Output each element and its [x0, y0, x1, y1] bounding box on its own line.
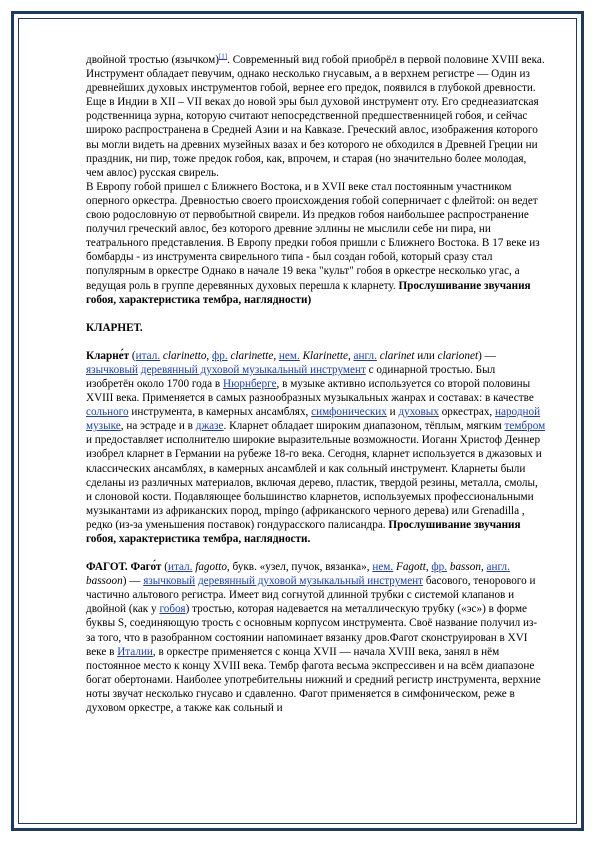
link-french[interactable]: фр. [431, 561, 448, 574]
link-reed[interactable]: язычковый [86, 363, 138, 376]
foreign-word: clarionet [437, 349, 479, 362]
text: , [347, 349, 354, 362]
link-english[interactable]: англ. [486, 561, 510, 574]
foreign-word: clarinetto [160, 349, 207, 362]
link-nuremberg[interactable]: Нюрнберге [223, 377, 277, 390]
section-heading: ФАГОТ. [86, 561, 128, 574]
footnote-link[interactable]: [1] [218, 52, 228, 61]
text: басового, тенорового и частично альтового регистра. Имеет вид согнутой длинной трубки с системой клапанов и двойной (как у [86, 575, 536, 616]
paragraph-bassoon [86, 560, 546, 715]
spacer [86, 307, 546, 321]
text: . Современный вид гобой приобрёл в первой половине XVIII века. Инструмент обладает певучим, однако несколько гнусавым, а в верхнем регистре — Один из древнейших духовых инструментов гобой, вернее его предок, появился в глубокой древности. Еще в Индии в XII – VII веках до новой эры был духовой инструмент оту. Его среднеазиатская родственница зурна, которую считают непосредственной предшественницей гобоя, и сейчас широко распространена в Средней Азии и на Кавказе. Греческий авлос, изображения которого вы могли видеть на древних музейных вазах и без которого не обходился в Древней Греции ни праздник, ни пир, тоже предок гобоя, как, впрочем, и старая (но значительно более молодая, чем авлос) русская свирель. [86, 54, 545, 179]
text: В Европу гобой пришел с Ближнего Востока, и в XVII веке стал постоянным участником оперного оркестра. Древностью своего происхождения гобой соперничает с флейтой: он ведет свою родословную от первобытной свирели. Из предков гобоя наибольшее распространение получил греческий авлос, без которого древние эллины не мыслили себе ни пира, ни театрального представления. В Европу предки гобоя пришли с Ближнего Востока. В 17 веке из бомбарды - из инструмента свирельного типа - был создан гобой, который сразу стал популярным в оркестре Однако в начале 19 века "культ" гобоя в оркестре несколько угас, а ведущая роль в группе деревянных духовых перешла к кларнету. [86, 180, 540, 292]
link-oboe[interactable]: гобоя [159, 603, 186, 616]
foreign-word: clarinette [227, 349, 274, 362]
text: ( [129, 349, 136, 362]
text: ) — [478, 349, 496, 362]
foreign-word: clarinet [376, 349, 415, 362]
paragraph-oboe-history [86, 53, 546, 180]
text: , [480, 561, 487, 574]
text: , [206, 349, 213, 362]
text: инструмента, в камерных ансамблях, [128, 406, 312, 419]
text: двойной тростью (язычком) [86, 54, 219, 66]
link-folk-music[interactable]: народной музыке [86, 406, 541, 433]
spacer [86, 546, 546, 560]
link-french[interactable]: фр. [212, 349, 228, 362]
document-body [86, 53, 546, 715]
link-german[interactable]: нем. [372, 561, 394, 574]
foreign-word: Klarinette [299, 349, 348, 362]
text: ) — [122, 575, 144, 588]
term: Кларне́т [86, 349, 130, 362]
foreign-word: basson [447, 561, 481, 574]
link-timbre[interactable]: тембром [504, 420, 546, 433]
foreign-word: Fagott [393, 561, 426, 574]
text: , в оркестре применяется с конца XVII — начала XVIII века, занял в нём постоянное место к концу XVIII века. Тембр фагота весьма экспрессивен и на всём диапазоне богат обертонами. Наиболее употребительны нижний и средний регистр инструмента, верхние ноты звучат несколько гнусаво и сдавленно. Фагот применяется в симфоническом, реже в духовом оркестре, а также как сольный и [86, 645, 541, 715]
listening-note: Прослушивание звучания гобоя, характеристика тембра, наглядности) [86, 279, 531, 306]
text: , в музыке активно используется со второй половины XVIII века. Применяется в самых разнообразных музыкальных жанрах и составах: в качестве [86, 377, 534, 405]
paragraph-oboe-europe [86, 180, 546, 307]
link-woodwind[interactable]: деревянный духовой музыкальный инструмент [197, 575, 424, 588]
link-italy[interactable]: Италии [117, 645, 153, 658]
foreign-word: fagotto [192, 561, 227, 574]
footnote-ref [219, 52, 227, 60]
link-jazz[interactable]: джазе [195, 420, 224, 433]
text: оркестрах, [438, 406, 496, 419]
link-symphonic[interactable]: симфонических [311, 406, 387, 419]
link-solo[interactable]: сольного [86, 406, 129, 419]
link-wind[interactable]: духовых [398, 406, 439, 419]
text: , [273, 349, 279, 362]
text: , букв. «узел, пучок, вязанка», [226, 561, 373, 574]
text: или [414, 349, 438, 362]
text: и [386, 406, 399, 419]
text: , [425, 561, 432, 574]
foreign-word: bassoon [86, 575, 123, 588]
link-woodwind[interactable]: деревянный духовой музыкальный инструмент [140, 363, 366, 376]
text: . Кларнет обладает широким диапазоном, тёплым, мягким [223, 420, 505, 433]
paragraph-clarinet [86, 349, 546, 546]
text: с одинарной тростью. Был изобретён около 1700 года в [86, 363, 496, 390]
text: ) тростью, которая надевается на металлическую трубку («эс») в форме буквы S, соединяющую трость с основным корпусом инструмента. Своё название получил из-за того, что в разобранном состоянии напоминает вязанку дров.Фагот сконструирован в XVI веке в [86, 603, 538, 658]
link-italian[interactable]: итал. [135, 349, 161, 362]
link-german[interactable]: нем. [278, 349, 300, 362]
text: и предоставляет исполнителю широкие выразительные возможности. Иоганн Христоф Деннер изобрел кларнет в Германии на рубеже 18-го века. Сегодня, кларнет используется в джазовых и классических ансамблях, в камерных ансамблей и как сольный инструмент. Кларнеты были сделаны из различных материалов, включая дерево, пластик, твердой резины, металла, смолы, и слоновой кости. Подавляющее большинство кларнетов, используемых профессиональными музыкантами из африканских пород, mpingo (африканского черного дерева) или Grenadilla , редко (из-за уменьшения поставок) гондурасского палисандра. [86, 434, 542, 531]
link-reed[interactable]: язычковый [143, 575, 196, 588]
section-heading: КЛАРНЕТ. [86, 321, 143, 334]
link-italian[interactable]: итал. [167, 561, 193, 574]
text: , на эстраде и в [120, 420, 196, 433]
text: ( [161, 561, 168, 574]
heading-clarinet [86, 321, 546, 335]
spacer [86, 335, 546, 349]
term: Фаго́т [130, 561, 162, 574]
listening-note: Прослушивание звучания гобоя, характеристика тембра, наглядности. [86, 518, 521, 545]
link-english[interactable]: англ. [353, 349, 377, 362]
